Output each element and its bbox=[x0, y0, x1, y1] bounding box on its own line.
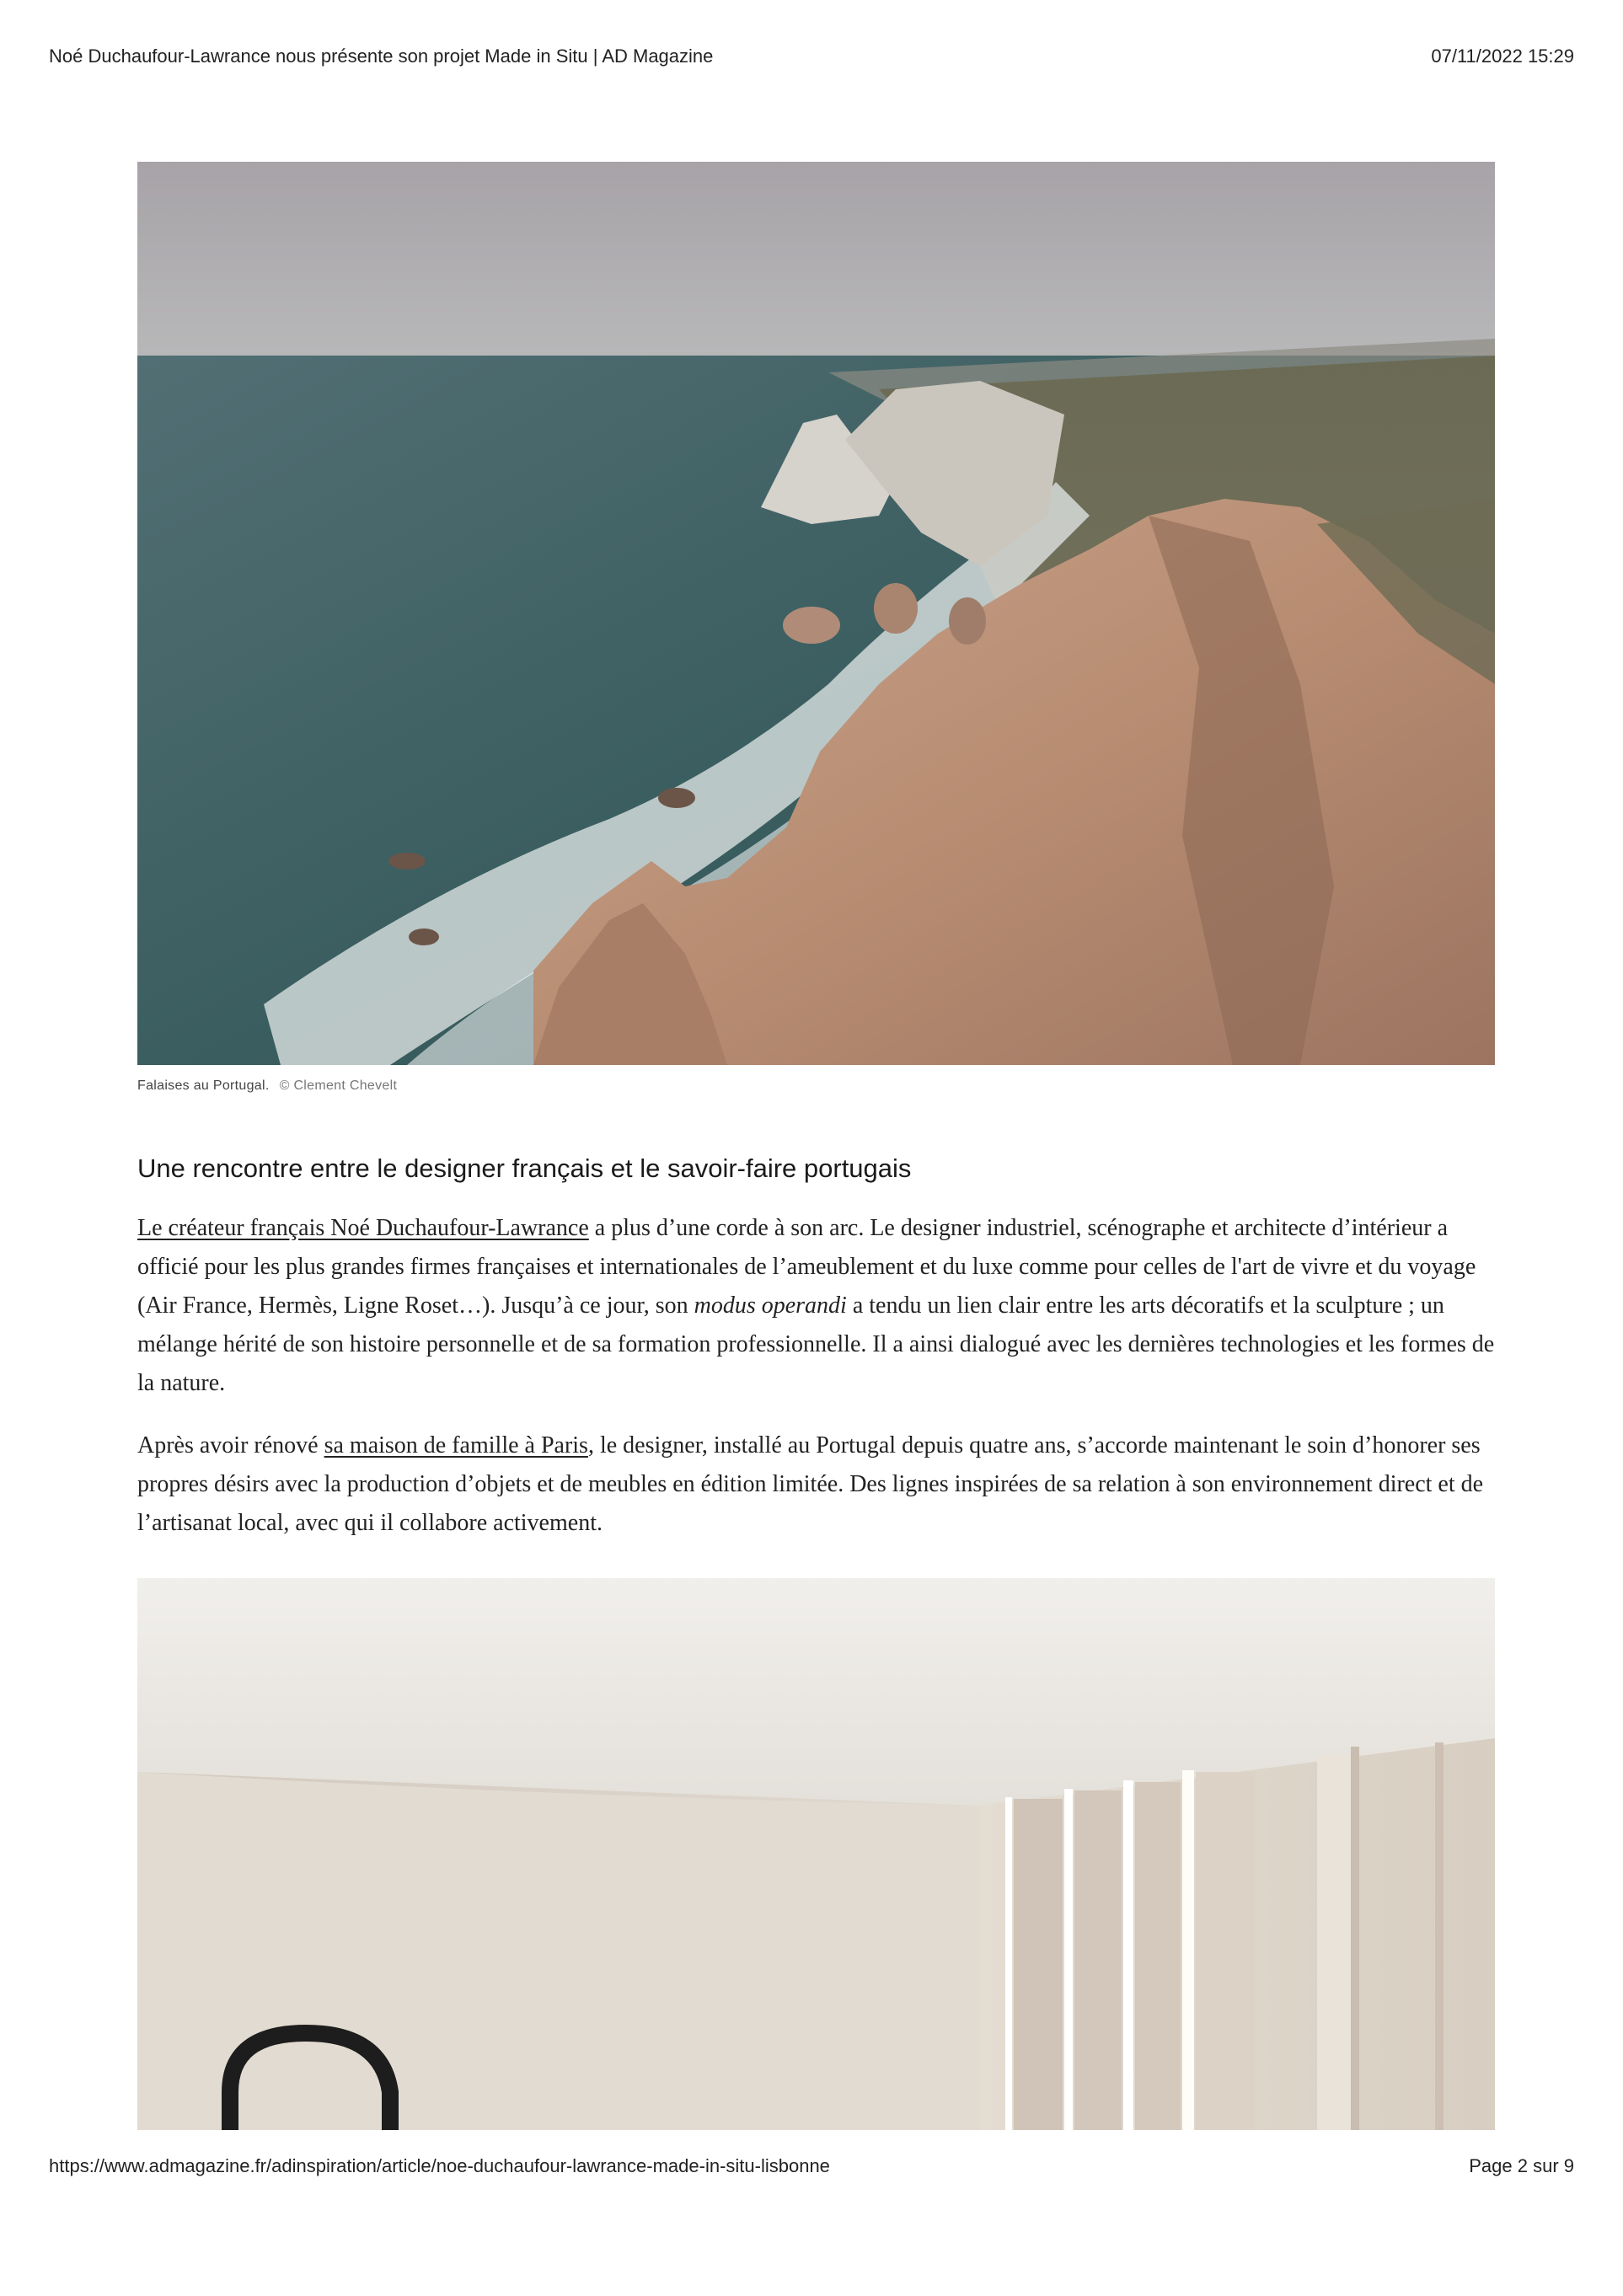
paragraph-2-text-a: Après avoir rénové bbox=[137, 1432, 324, 1459]
paragraph-1-text-a: a plus d’une corde à son arc. Le designer industriel, scénographe et architecte d’intérieur a officié pour les plus grandes firmes françaises et internationales de l’ameublement et du luxe comme pour celles de l'art de vivre et du voyage (Air France, Hermès, Ligne Roset…). Jusqu’à ce jour, son bbox=[137, 1215, 1476, 1319]
photo-caption bbox=[137, 1078, 1495, 1094]
paragraph-1 bbox=[137, 1209, 1495, 1403]
print-footer bbox=[49, 2155, 1574, 2177]
print-header bbox=[49, 45, 1574, 67]
section-heading: Une rencontre entre le designer français et le savoir-faire portugais bbox=[137, 1153, 912, 1183]
photo-credit: © Clement Chevelt bbox=[279, 1078, 398, 1093]
article-body bbox=[137, 162, 1495, 2130]
caption-text: Falaises au Portugal. bbox=[137, 1078, 270, 1093]
paragraph-1-text-b: a tendu un lien clair entre les arts décoratifs et la sculpture ; un mélange hérité de son histoire personnelle et de sa formation professionnelle. Il a ainsi dialogué avec les dernières technologies et les formes de la nature. bbox=[137, 1293, 1495, 1397]
interior-photo bbox=[137, 1578, 1495, 2130]
paragraph-2-text-b: , le designer, installé au Portugal depuis quatre ans, s’accorde maintenant le soin d’honorer ses propres désirs avec la production d’objets et de meubles en édition limitée. Des lignes inspirées de sa relation à son environnement direct et de l’artisanat local, avec qui il collabore activement. bbox=[137, 1432, 1484, 1537]
page-number: Page 2 sur 9 bbox=[1469, 2155, 1574, 2176]
paragraph-1-emphasis: modus operandi bbox=[694, 1293, 847, 1319]
family-house-link[interactable]: sa maison de famille à Paris bbox=[324, 1432, 588, 1459]
designer-link[interactable]: Le créateur français Noé Duchaufour-Lawrance bbox=[137, 1215, 589, 1242]
page-url: https://www.admagazine.fr/adinspiration/article/noe-duchaufour-lawrance-made-in-situ-lisbonne bbox=[49, 2155, 830, 2176]
cliffs-photo bbox=[137, 162, 1495, 1065]
print-datetime: 07/11/2022 15:29 bbox=[1431, 45, 1574, 67]
document-title: Noé Duchaufour-Lawrance nous présente son projet Made in Situ | AD Magazine bbox=[49, 45, 714, 67]
paragraph-2 bbox=[137, 1426, 1495, 1543]
